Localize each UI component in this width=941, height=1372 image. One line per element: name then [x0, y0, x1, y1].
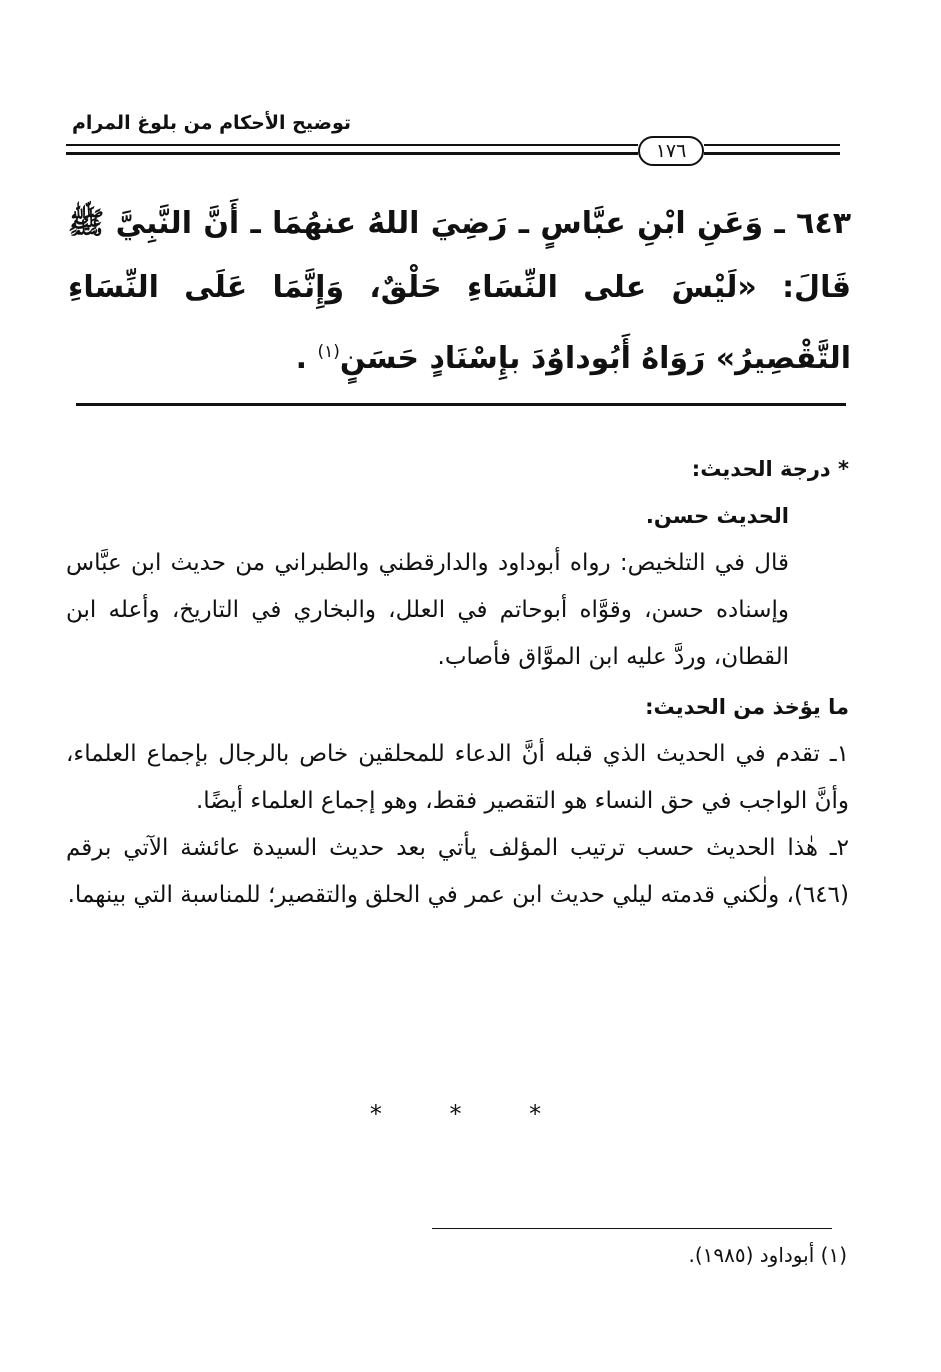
hadith-divider — [76, 403, 846, 406]
hadith-intro: وَعَنِ ابْنِ عبَّاسٍ ـ رَضِيَ اللهُ عنهُمَا ـ أَنَّ النَّبِيَّ ﷺ قَالَ: — [68, 206, 851, 305]
footnote-marker: (١) — [820, 1243, 847, 1267]
hadith-end: . — [295, 341, 308, 376]
hadith-footnote-ref: (١) — [317, 342, 340, 362]
grade-paragraph: قال في التلخيص: رواه أبوداود والدارقطني والطبراني من حديث ابن عبَّاس وإسناده حسن، وقوَّاه أبوحاتم في العلل، والبخاري في التاريخ، وأعله ابن القطان، وردَّ عليه ابن الموَّاق فأصاب. — [66, 550, 789, 670]
grade-verdict: الحديث حسن. — [645, 504, 789, 528]
hadith-text: «لَيْسَ على النِّسَاءِ حَلْقٌ، وَإِنَّمَا عَلَى النِّسَاءِ التَّقْصِيرُ» — [68, 270, 851, 376]
lessons-section — [66, 684, 849, 919]
footnote — [688, 1243, 847, 1267]
lessons-heading: ما يؤخذ من الحديث: — [645, 695, 849, 719]
header-rule-right-bottom — [704, 152, 840, 155]
footnote-text: أبوداود (١٩٨٥). — [688, 1243, 815, 1267]
grade-heading: * درجة الحديث: — [691, 457, 849, 481]
header-rule-left-bottom — [66, 152, 638, 155]
footnote-rule — [432, 1228, 832, 1229]
hadith-narration: رَوَاهُ أَبُوداوُدَ بإِسْنَادٍ حَسَنٍ — [339, 341, 706, 376]
page-number: ١٧٦ — [638, 136, 704, 166]
lesson-item-1: ١ـ تقدم في الحديث الذي قبله أنَّ الدعاء للمحلقين خاص بالرجال بإجماع العلماء، وأنَّ الواجب في حق النساء هو التقصير فقط، وهو إجماع العلماء أيضًا. — [66, 741, 849, 814]
running-header-title: توضيح الأحكام من بلوغ المرام — [71, 112, 351, 134]
header-rule-right-top — [704, 144, 840, 146]
header-rule-left-top — [66, 144, 638, 146]
hadith-number: ٦٤٣ ـ — [774, 206, 852, 241]
section-separator-stars: * * * — [369, 1100, 572, 1128]
grade-section — [66, 446, 849, 681]
hadith-block — [68, 192, 851, 391]
lesson-item-2: ٢ـ هٰذا الحديث حسب ترتيب المؤلف يأتي بعد حديث السيدة عائشة الآتي برقم (٦٤٦)، ولٰكني قدمته ليلي حديث ابن عمر في الحلق والتقصير؛ للمناسبة التي بينهما. — [66, 835, 849, 908]
